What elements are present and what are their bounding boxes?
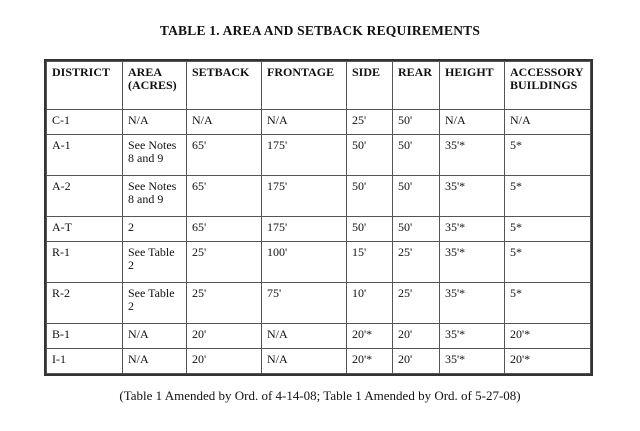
table-title: TABLE 1. AREA AND SETBACK REQUIREMENTS — [159, 23, 481, 38]
cell-height: 35'* — [440, 135, 505, 176]
cell-rear: 25' — [393, 242, 440, 283]
cell-area: See Table 2 — [123, 283, 187, 324]
table-row — [47, 242, 591, 283]
cell-setback: 65' — [187, 135, 262, 176]
cell-accessory: 5* — [505, 242, 591, 283]
header-frontage: FRONTAGE — [262, 62, 347, 110]
table-row — [47, 283, 591, 324]
header-area: AREA (ACRES) — [123, 62, 187, 110]
cell-district: R-2 — [47, 283, 123, 324]
cell-accessory: N/A — [505, 110, 591, 135]
cell-frontage: 175' — [262, 176, 347, 217]
cell-setback: 25' — [187, 283, 262, 324]
requirements-table — [46, 61, 591, 374]
cell-accessory: 20'* — [505, 324, 591, 349]
header-district: DISTRICT — [47, 62, 123, 110]
header-accessory-buildings: ACCESSORY BUILDINGS — [505, 62, 591, 110]
table-row — [47, 217, 591, 242]
cell-setback: 20' — [187, 349, 262, 374]
cell-frontage: N/A — [262, 324, 347, 349]
cell-area: 2 — [123, 217, 187, 242]
cell-setback: 20' — [187, 324, 262, 349]
cell-frontage: N/A — [262, 110, 347, 135]
cell-side: 50' — [347, 176, 393, 217]
cell-accessory: 5* — [505, 217, 591, 242]
cell-height: 35'* — [440, 283, 505, 324]
header-setback: SETBACK — [187, 62, 262, 110]
cell-height: 35'* — [440, 349, 505, 374]
cell-district: A-1 — [47, 135, 123, 176]
cell-side: 10' — [347, 283, 393, 324]
cell-district: A-T — [47, 217, 123, 242]
cell-setback: 65' — [187, 217, 262, 242]
cell-frontage: 175' — [262, 217, 347, 242]
cell-area: N/A — [123, 324, 187, 349]
cell-frontage: 100' — [262, 242, 347, 283]
header-rear: REAR — [393, 62, 440, 110]
cell-setback: N/A — [187, 110, 262, 135]
cell-accessory: 5* — [505, 176, 591, 217]
table-row — [47, 110, 591, 135]
cell-area: See Notes 8 and 9 — [123, 176, 187, 217]
cell-height: 35'* — [440, 176, 505, 217]
cell-accessory: 20'* — [505, 349, 591, 374]
cell-height: 35'* — [440, 324, 505, 349]
cell-height: N/A — [440, 110, 505, 135]
cell-side: 15' — [347, 242, 393, 283]
amendment-note: (Table 1 Amended by Ord. of 4-14-08; Table 1 Amended by Ord. of 5-27-08) — [119, 388, 521, 403]
cell-district: R-1 — [47, 242, 123, 283]
cell-area: N/A — [123, 110, 187, 135]
cell-side: 50' — [347, 217, 393, 242]
cell-frontage: N/A — [262, 349, 347, 374]
cell-side: 50' — [347, 135, 393, 176]
table-row — [47, 349, 591, 374]
cell-frontage: 75' — [262, 283, 347, 324]
cell-rear: 20' — [393, 349, 440, 374]
header-row — [47, 62, 591, 110]
cell-accessory: 5* — [505, 135, 591, 176]
header-side: SIDE — [347, 62, 393, 110]
cell-district: B-1 — [47, 324, 123, 349]
cell-height: 35'* — [440, 217, 505, 242]
cell-rear: 50' — [393, 217, 440, 242]
cell-area: See Notes 8 and 9 — [123, 135, 187, 176]
requirements-table-frame — [44, 59, 593, 376]
cell-side: 25' — [347, 110, 393, 135]
cell-side: 20'* — [347, 349, 393, 374]
cell-rear: 25' — [393, 283, 440, 324]
cell-side: 20'* — [347, 324, 393, 349]
cell-height: 35'* — [440, 242, 505, 283]
cell-district: C-1 — [47, 110, 123, 135]
cell-area: N/A — [123, 349, 187, 374]
table-row — [47, 324, 591, 349]
table-row — [47, 135, 591, 176]
cell-district: A-2 — [47, 176, 123, 217]
table-row — [47, 176, 591, 217]
cell-frontage: 175' — [262, 135, 347, 176]
cell-rear: 50' — [393, 176, 440, 217]
header-height: HEIGHT — [440, 62, 505, 110]
cell-accessory: 5* — [505, 283, 591, 324]
cell-area: See Table 2 — [123, 242, 187, 283]
cell-setback: 25' — [187, 242, 262, 283]
cell-rear: 50' — [393, 135, 440, 176]
cell-rear: 20' — [393, 324, 440, 349]
cell-setback: 65' — [187, 176, 262, 217]
cell-rear: 50' — [393, 110, 440, 135]
cell-district: I-1 — [47, 349, 123, 374]
